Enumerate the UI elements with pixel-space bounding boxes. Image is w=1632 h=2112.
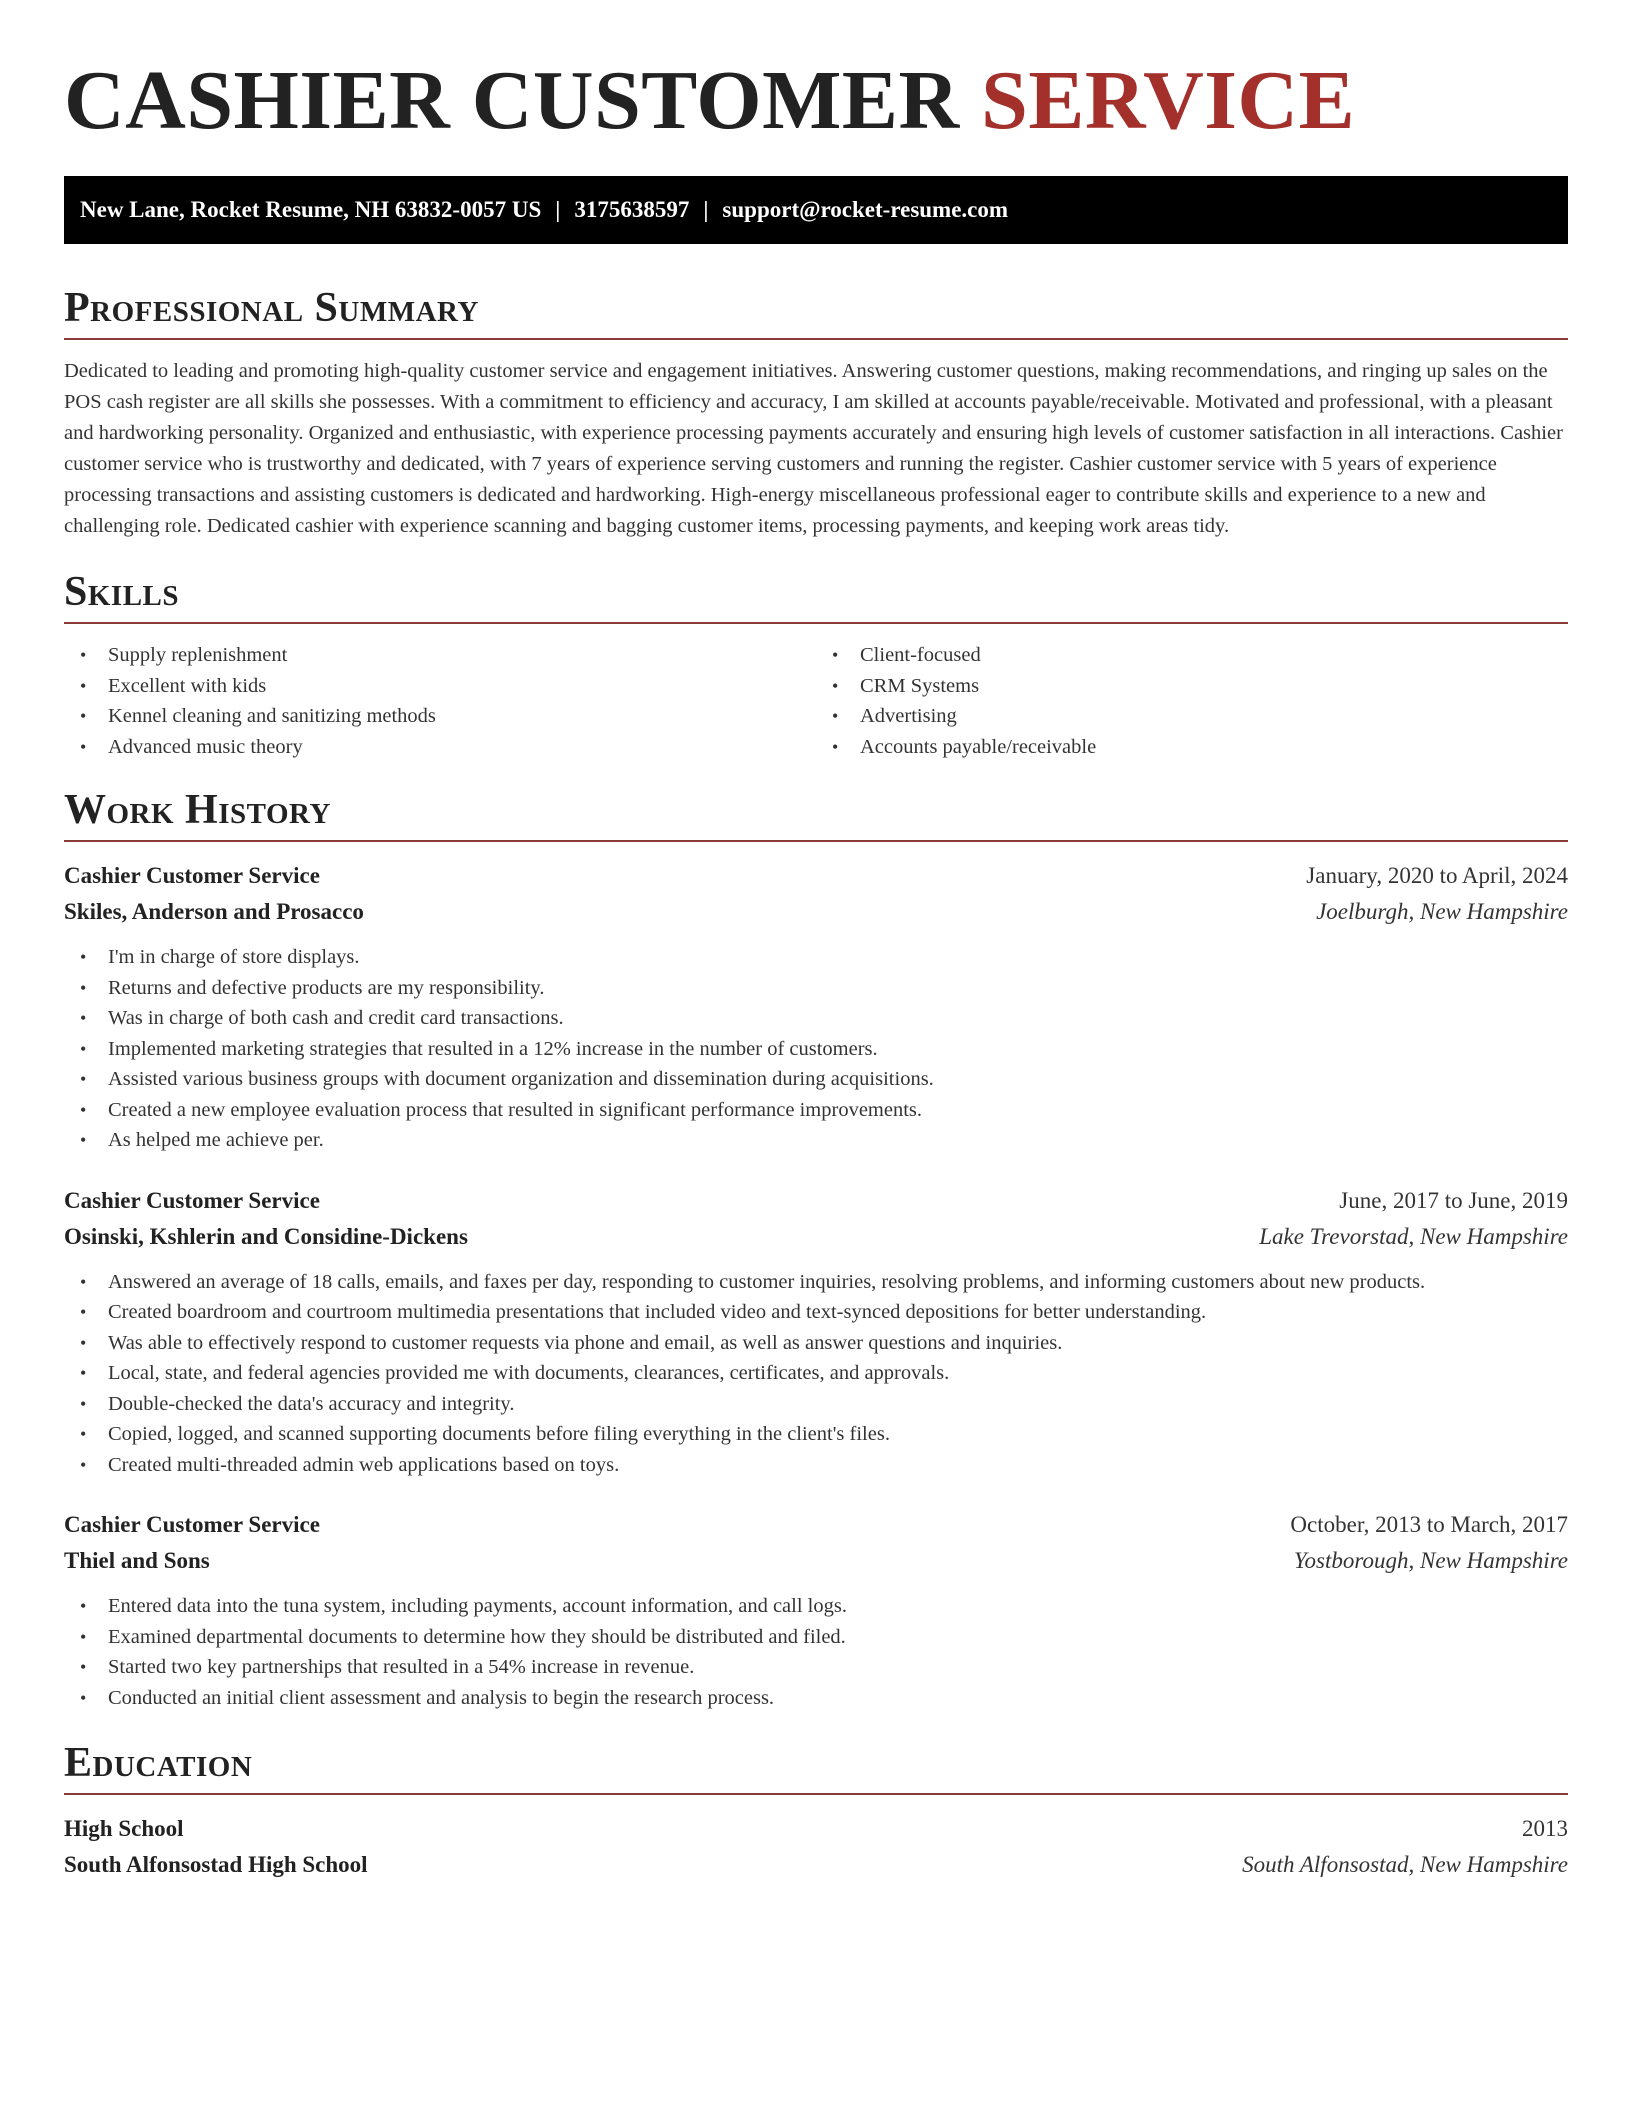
job-bullet: • Examined departmental documents to determine how they should be distributed and filed. (64, 1622, 1568, 1653)
job-title: Cashier Customer Service (64, 1512, 320, 1537)
job-title-row (64, 858, 1568, 894)
skill-item: • Kennel cleaning and sanitizing methods (64, 701, 816, 732)
contact-address: New Lane, Rocket Resume, NH 63832-0057 US (80, 197, 542, 222)
job-bullet: • Created a new employee evaluation process that resulted in significant performance improvements. (64, 1095, 1568, 1126)
job-company: Thiel and Sons (64, 1548, 210, 1573)
contact-separator: | (703, 197, 709, 222)
skill-item: • Excellent with kids (64, 671, 816, 702)
job-bullet: • Returns and defective products are my responsibility. (64, 973, 1568, 1004)
job-entry (64, 1183, 1568, 1481)
contact-email[interactable]: support@rocket-resume.com (722, 197, 1009, 222)
skill-item: • Advanced music theory (64, 732, 816, 763)
job-bullet: • Was in charge of both cash and credit card transactions. (64, 1003, 1568, 1034)
job-company-row (64, 1219, 1568, 1255)
job-location: Yostborough, New Hampshire (1293, 1548, 1568, 1573)
summary-section (64, 282, 1568, 542)
job-bullet: • Double-checked the data's accuracy and integrity. (64, 1389, 1568, 1420)
section-divider (64, 338, 1568, 340)
name-last: SERVICE (981, 54, 1356, 147)
section-divider (64, 840, 1568, 842)
skills-column-right (816, 640, 1568, 762)
skills-grid (64, 640, 1568, 762)
job-bullet: • Created multi-threaded admin web applications based on toys. (64, 1450, 1568, 1481)
job-bullet: • Was able to effectively respond to customer requests via phone and email, as well as answer questions and inquiries. (64, 1328, 1568, 1359)
job-company-row (64, 894, 1568, 930)
education-school-row (64, 1847, 1568, 1883)
work-history-heading: Work History (64, 787, 331, 833)
education-school: South Alfonsostad High School (64, 1852, 368, 1877)
job-dates: January, 2020 to April, 2024 (1306, 863, 1568, 888)
job-bullet: • Started two key partnerships that resulted in a 54% increase in revenue. (64, 1652, 1568, 1683)
job-bullets (64, 942, 1568, 1156)
candidate-name (64, 0, 1568, 146)
job-bullet: • Entered data into the tuna system, including payments, account information, and call logs. (64, 1591, 1568, 1622)
section-divider (64, 1793, 1568, 1795)
work-history-section (64, 784, 1568, 1713)
job-bullets (64, 1267, 1568, 1481)
skills-heading: Skills (64, 569, 180, 615)
skill-item: • Advertising (816, 701, 1568, 732)
education-heading: Education (64, 1740, 253, 1786)
education-year: 2013 (1522, 1816, 1568, 1841)
contact-phone[interactable]: 3175638597 (574, 197, 690, 222)
job-bullet: • Assisted various business groups with document organization and dissemination during acquisitions. (64, 1064, 1568, 1095)
skill-item: • Supply replenishment (64, 640, 816, 671)
job-location: Joelburgh, New Hampshire (1316, 899, 1568, 924)
job-bullet: • Local, state, and federal agencies provided me with documents, clearances, certificates, and approvals. (64, 1358, 1568, 1389)
education-section (64, 1737, 1568, 1883)
contact-separator: | (555, 197, 561, 222)
job-location: Lake Trevorstad, New Hampshire (1259, 1223, 1568, 1249)
job-company-row (64, 1543, 1568, 1579)
job-title-row (64, 1507, 1568, 1543)
skill-item: • CRM Systems (816, 671, 1568, 702)
job-bullet: • Created boardroom and courtroom multimedia presentations that included video and text-synced depositions for better understanding. (64, 1297, 1568, 1328)
job-title: Cashier Customer Service (64, 863, 320, 888)
education-entry (64, 1811, 1568, 1883)
job-bullet: • Copied, logged, and scanned supporting documents before filing everything in the client's files. (64, 1419, 1568, 1450)
job-bullet: • I'm in charge of store displays. (64, 942, 1568, 973)
job-dates: June, 2017 to June, 2019 (1339, 1187, 1568, 1213)
job-title: Cashier Customer Service (64, 1187, 320, 1213)
skills-section (64, 566, 1568, 762)
job-entry (64, 858, 1568, 1156)
job-bullet: • Conducted an initial client assessment and analysis to begin the research process. (64, 1683, 1568, 1714)
contact-bar (64, 176, 1568, 244)
job-bullet: • Answered an average of 18 calls, emails, and faxes per day, responding to customer inquiries, resolving problems, and informing customers about new products. (64, 1267, 1568, 1298)
job-dates: October, 2013 to March, 2017 (1290, 1512, 1568, 1537)
job-company: Osinski, Kshlerin and Considine-Dickens (64, 1223, 468, 1249)
job-bullet: • As helped me achieve per. (64, 1125, 1568, 1156)
skill-item: • Accounts payable/receivable (816, 732, 1568, 763)
summary-text: Dedicated to leading and promoting high-quality customer service and engagement initiatives. Answering customer questions, making recommendations, and ringing up sales on the POS cash register are all skills she possesses. With a commitment to efficiency and accuracy, I am skilled at accounts payable/receivable. Motivated and professional, with a pleasant and hardworking personality. Organized and enthusiastic, with experience processing payments accurately and ensuring high levels of customer satisfaction in all interactions. Cashier customer service who is trustworthy and dedicated, with 7 years of experience serving customers and running the register. Cashier customer service with 5 years of experience processing transactions and assisting customers is dedicated and hardworking. High-energy miscellaneous professional eager to contribute skills and experience to a new and challenging role. Dedicated cashier with experience scanning and bagging customer items, processing payments, and keeping work areas tidy. (64, 360, 1563, 537)
name-first: CASHIER CUSTOMER (64, 54, 960, 147)
summary-heading: Professional Summary (64, 285, 479, 331)
skills-column-left (64, 640, 816, 762)
job-company: Skiles, Anderson and Prosacco (64, 899, 364, 924)
job-bullets (64, 1591, 1568, 1713)
education-degree: High School (64, 1816, 184, 1841)
job-entry (64, 1507, 1568, 1713)
job-bullet: • Implemented marketing strategies that resulted in a 12% increase in the number of customers. (64, 1034, 1568, 1065)
section-divider (64, 622, 1568, 624)
skill-item: • Client-focused (816, 640, 1568, 671)
education-location: South Alfonsostad, New Hampshire (1242, 1852, 1568, 1877)
education-degree-row (64, 1811, 1568, 1847)
job-title-row (64, 1183, 1568, 1219)
